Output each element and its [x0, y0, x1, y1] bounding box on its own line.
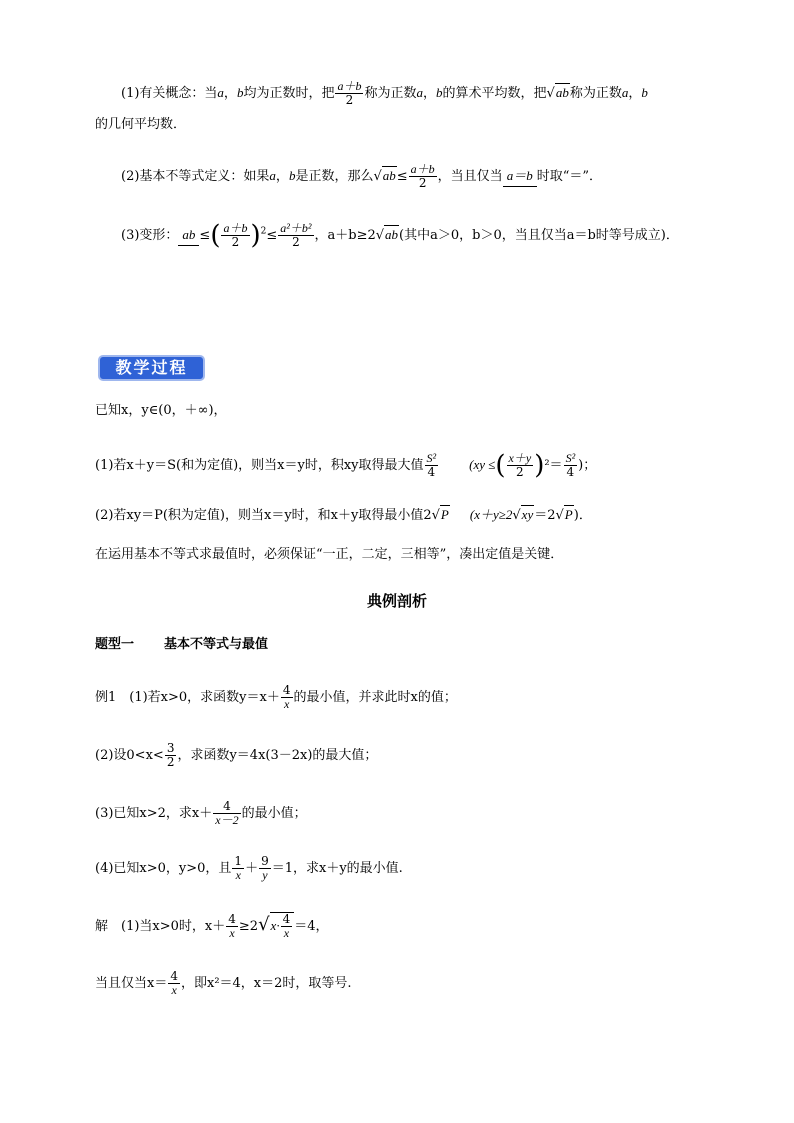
arithmetic-mean-fraction: $\frac{a+b}{2}$ [337, 79, 362, 107]
problem-type-label: 题型一 基本不等式与最值 [95, 637, 269, 652]
definition-line: (2)基本不等式定义：如果a，b是正数，那么√ab≤ $\frac{a+b}{2}$ ，当且仅当 a＝b 时取“＝”． [121, 162, 602, 190]
example-q1: 例1 (1)若x>0，求函数y＝x＋ $\frac{4}{x}$ 的最小值，并求此时x的值； [95, 683, 457, 711]
solution-line-1: 解 (1)当x>0时，x＋ $\frac{4}{x}$ ≥2√x· $\frac{4}{x}$ ＝4， [95, 912, 329, 940]
example-q4: (4)已知x>0，y>0，且 $\frac{1}{x}$ ＋ $\frac{9}{y}$ ＝1，求x＋y的最小值. [95, 854, 403, 882]
given-line: 已知x，y∈(0，＋∞)， [95, 403, 227, 418]
concept-line-2: 的几何平均数． [95, 117, 187, 132]
concept-line-1: (1)有关概念：当a，b均为正数时，把 $\frac{a+b}{2}$ 称为正数a，b的算术平均数，把√ab称为正数a，b [121, 79, 648, 107]
example-q3: (3)已知x>2，求x＋ $\frac{4}{x-2}$ 的最小值； [95, 799, 307, 827]
section-heading: 典例剖析 [366, 592, 427, 610]
teaching-process-banner: 教学过程 [98, 355, 205, 381]
product-fixed-line: (2)若xy＝P(积为定值)，则当x＝y时，和x＋y取得最小值2√P (x＋y≥2√xy＝2√P)． [95, 507, 592, 523]
example-q2: (2)设0<x< $\frac{3}{2}$ ，求函数y＝4x(3－2x)的最大值； [95, 741, 378, 769]
usage-note: 在运用基本不等式求最值时，必须保证“一正，二定，三相等”，凑出定值是关键． [95, 547, 564, 562]
sum-fixed-line: (1)若x＋y＝S(和为定值)，则当x＝y时，积xy取得最大值 $\frac{\text{S²}}{4}$ (xy ≤( $\frac{x+y}{2}$ )²＝ $\frac{\text{S²}}{4}$ )； [95, 450, 597, 481]
equality-condition: a＝b [503, 167, 537, 187]
geometric-mean-sqrt: ab [555, 85, 569, 100]
solution-line-2: 当且仅当x＝ $\frac{4}{x}$ ，即x²＝4，x＝2时，取等号. [95, 969, 352, 997]
variation-line: (3)变形： ab ≤( $\frac{a+b}{2}$ )$^2$≤ $\frac{\text{a²＋b²}}{2}$ ，a＋b≥2√ab(其中a＞0，b＞0，当且仅当a＝b时等号成立)． [121, 220, 679, 251]
